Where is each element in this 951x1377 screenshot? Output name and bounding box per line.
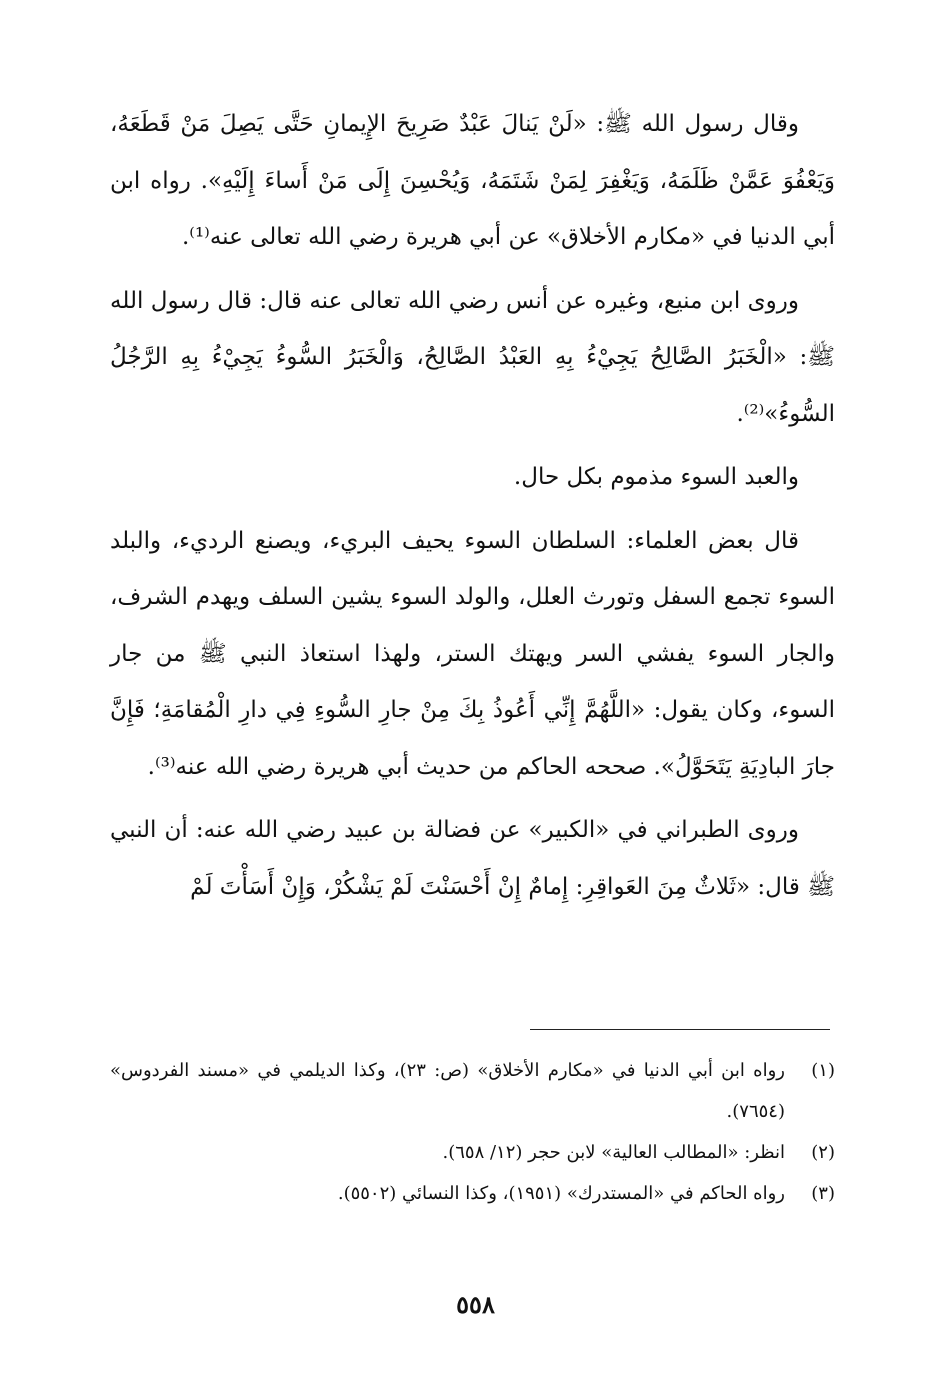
footnote-divider — [530, 1029, 830, 1030]
footnote-number: (٣) — [811, 1183, 835, 1204]
footnote-text: رواه ابن أبي الدنيا في «مكارم الأخلاق» (ص: ٢٣)، وكذا الديلمي في «مسند الفردوس» (٧٦٥٤). — [110, 1060, 785, 1122]
main-text — [110, 96, 835, 922]
paragraph-4: قال بعض العلماء: السلطان السوء يحيف البريء، ويصنع الرديء، والبلد السوء تجمع السفل وتورث العلل، والولد السوء يشين السلف ويهدم الشرف، والجار السوء يفشي السر ويهتك الستر، ولهذا استعاذ النبي ﷺ من جار السوء، وكان يقول: «اللَّهُمَّ إِنِّي أَعُوذُ بِكَ مِنْ جارِ السُّوءِ فِي دارِ الْمُقامَةِ؛ فَإِنَّ جارَ البادِيَةِ يَتَحَوَّلُ». صححه الحاكم من حديث أبي هريرة رضي الله عنه⁽³⁾. — [110, 527, 835, 780]
paragraph-1: وقال رسول الله ﷺ: «لَنْ يَنالَ عَبْدٌ صَرِيحَ الإِيمانِ حَتَّى يَصِلَ مَنْ قَطَعَهُ، وَيَعْفُوَ عَمَّنْ ظَلَمَهُ، وَيَغْفِرَ لِمَنْ شَتَمَهُ، وَيُحْسِنَ إِلَى مَنْ أَساءَ إِلَيْهِ». رواه ابن أبي الدنيا في «مكارم الأخلاق» عن أبي هريرة رضي الله تعالى عنه⁽¹⁾. — [110, 111, 835, 250]
paragraph-5: وروى الطبراني في «الكبير» عن فضالة بن عبيد رضي الله عنه: أن النبي ﷺ قال: «ثَلاثٌ مِنَ العَواقِرِ: إِمامٌ إِنْ أَحْسَنْتَ لَمْ يَشْكُرْ، وَإِنْ أَسَأْتَ لَمْ — [110, 817, 835, 900]
paragraph-2: وروى ابن منيع، وغيره عن أنس رضي الله تعالى عنه قال: قال رسول الله ﷺ: «الْخَبَرُ الصَّالِحُ يَجِيْءُ بِهِ العَبْدُ الصَّالِحُ، وَالْخَبَرُ السُّوءُ يَجِيْءُ بِهِ الرَّجُلُ السُّوءُ»⁽²⁾. — [110, 287, 835, 427]
footnotes — [110, 1050, 835, 1214]
footnote-2 — [110, 1132, 835, 1173]
paragraph-3: والعبد السوء مذموم بكل حال. — [513, 464, 799, 490]
footnote-text: انظر: «المطالب العالية» لابن حجر (١٢/ ٦٥٨). — [442, 1142, 785, 1163]
footnote-1 — [110, 1050, 835, 1132]
footnote-number: (٢) — [811, 1142, 835, 1163]
page-number: ٥٥٨ — [456, 1290, 495, 1319]
footnote-number: (١) — [811, 1060, 835, 1081]
footnote-text: رواه الحاكم في «المستدرك» (١٩٥١)، وكذا النسائي (٥٥٠٢). — [337, 1183, 785, 1204]
footnote-3 — [110, 1173, 835, 1214]
